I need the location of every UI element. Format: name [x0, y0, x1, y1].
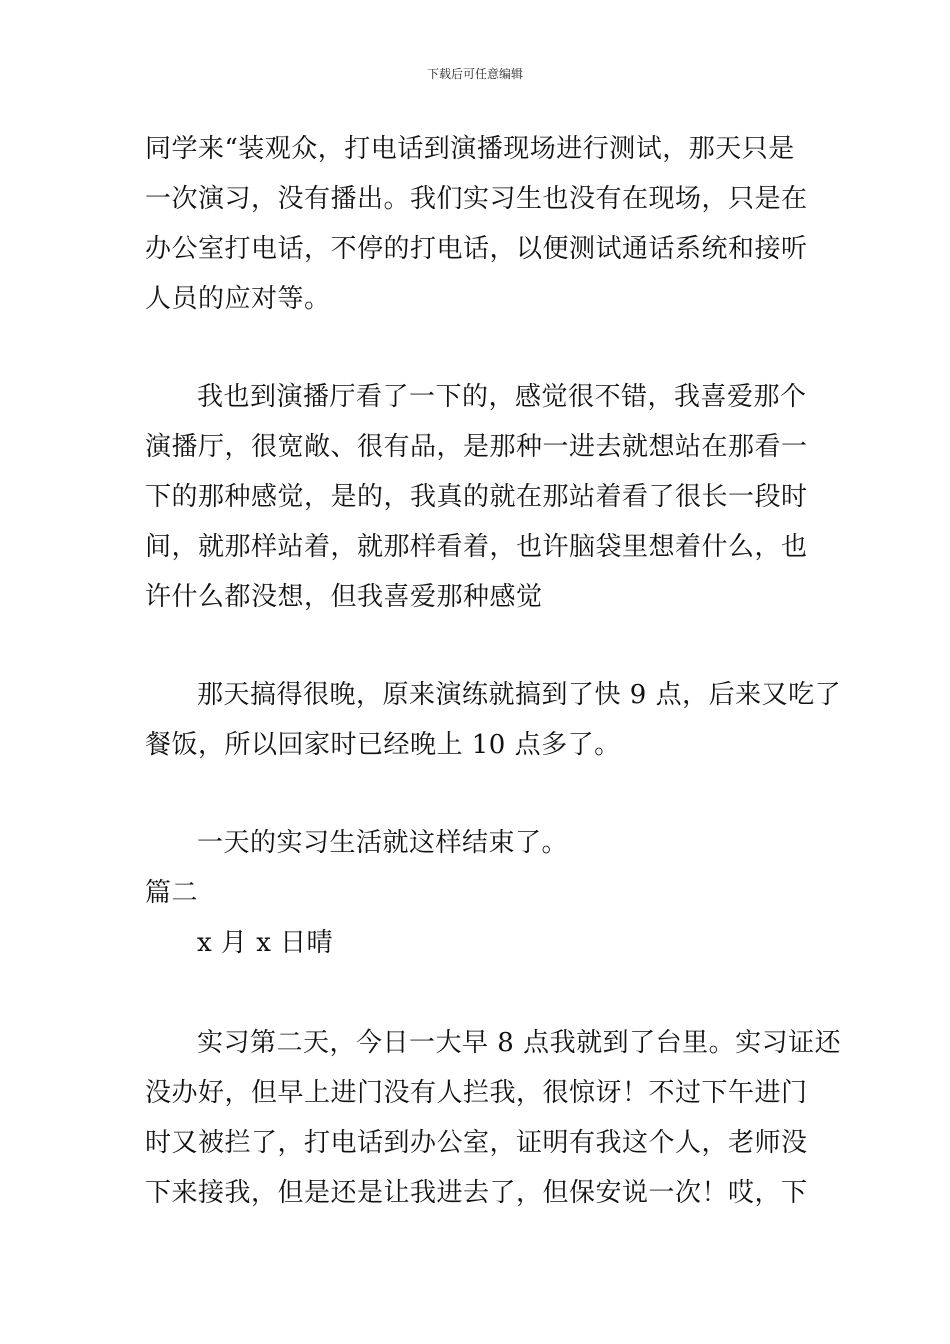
text-line: 间，就那样站着，就那样看着，也许脑袋里想着什么，也	[145, 532, 808, 562]
text-line: 下的那种感觉，是的，我真的就在那站着看了很长一段时	[145, 482, 808, 512]
page-header: 下载后可任意编辑	[426, 67, 523, 81]
text-line: 一天的实习生活就这样结束了。	[197, 828, 569, 858]
text-line: 办公室打电话，不停的打电话，以便测试通话系统和接听	[145, 234, 808, 264]
text-line: 实习第二天，今日一大早 8 点我就到了台里。实习证还	[197, 1028, 842, 1058]
text-line: 时又被拦了，打电话到办公室，证明有我这个人，老师没	[145, 1128, 808, 1158]
text-line: 一次演习，没有播出。我们实习生也没有在现场，只是在	[145, 184, 808, 214]
text-line: 那天搞得很晚，原来演练就搞到了快 9 点，后来又吃了	[197, 680, 842, 710]
text-line: 我也到演播厅看了一下的，感觉很不错，我喜爱那个	[197, 382, 807, 412]
section-heading: 篇二	[145, 878, 199, 908]
text-line: 演播厅，很宽敞、很有品，是那种一进去就想站在那看一	[145, 432, 808, 462]
date-line: x 月 x 日晴	[197, 928, 334, 958]
text-line: 没办好，但早上进门没有人拦我，很惊讶！不过下午进门	[145, 1078, 808, 1108]
text-line: 同学来“装观众，打电话到演播现场进行测试，那天只是	[145, 134, 795, 164]
text-line: 人员的应对等。	[145, 284, 331, 314]
text-line: 餐饭，所以回家时已经晚上 10 点多了。	[145, 730, 621, 760]
text-line: 下来接我，但是还是让我进去了，但保安说一次！哎，下	[145, 1178, 808, 1208]
text-line: 许什么都没想，但我喜爱那种感觉	[145, 582, 543, 612]
